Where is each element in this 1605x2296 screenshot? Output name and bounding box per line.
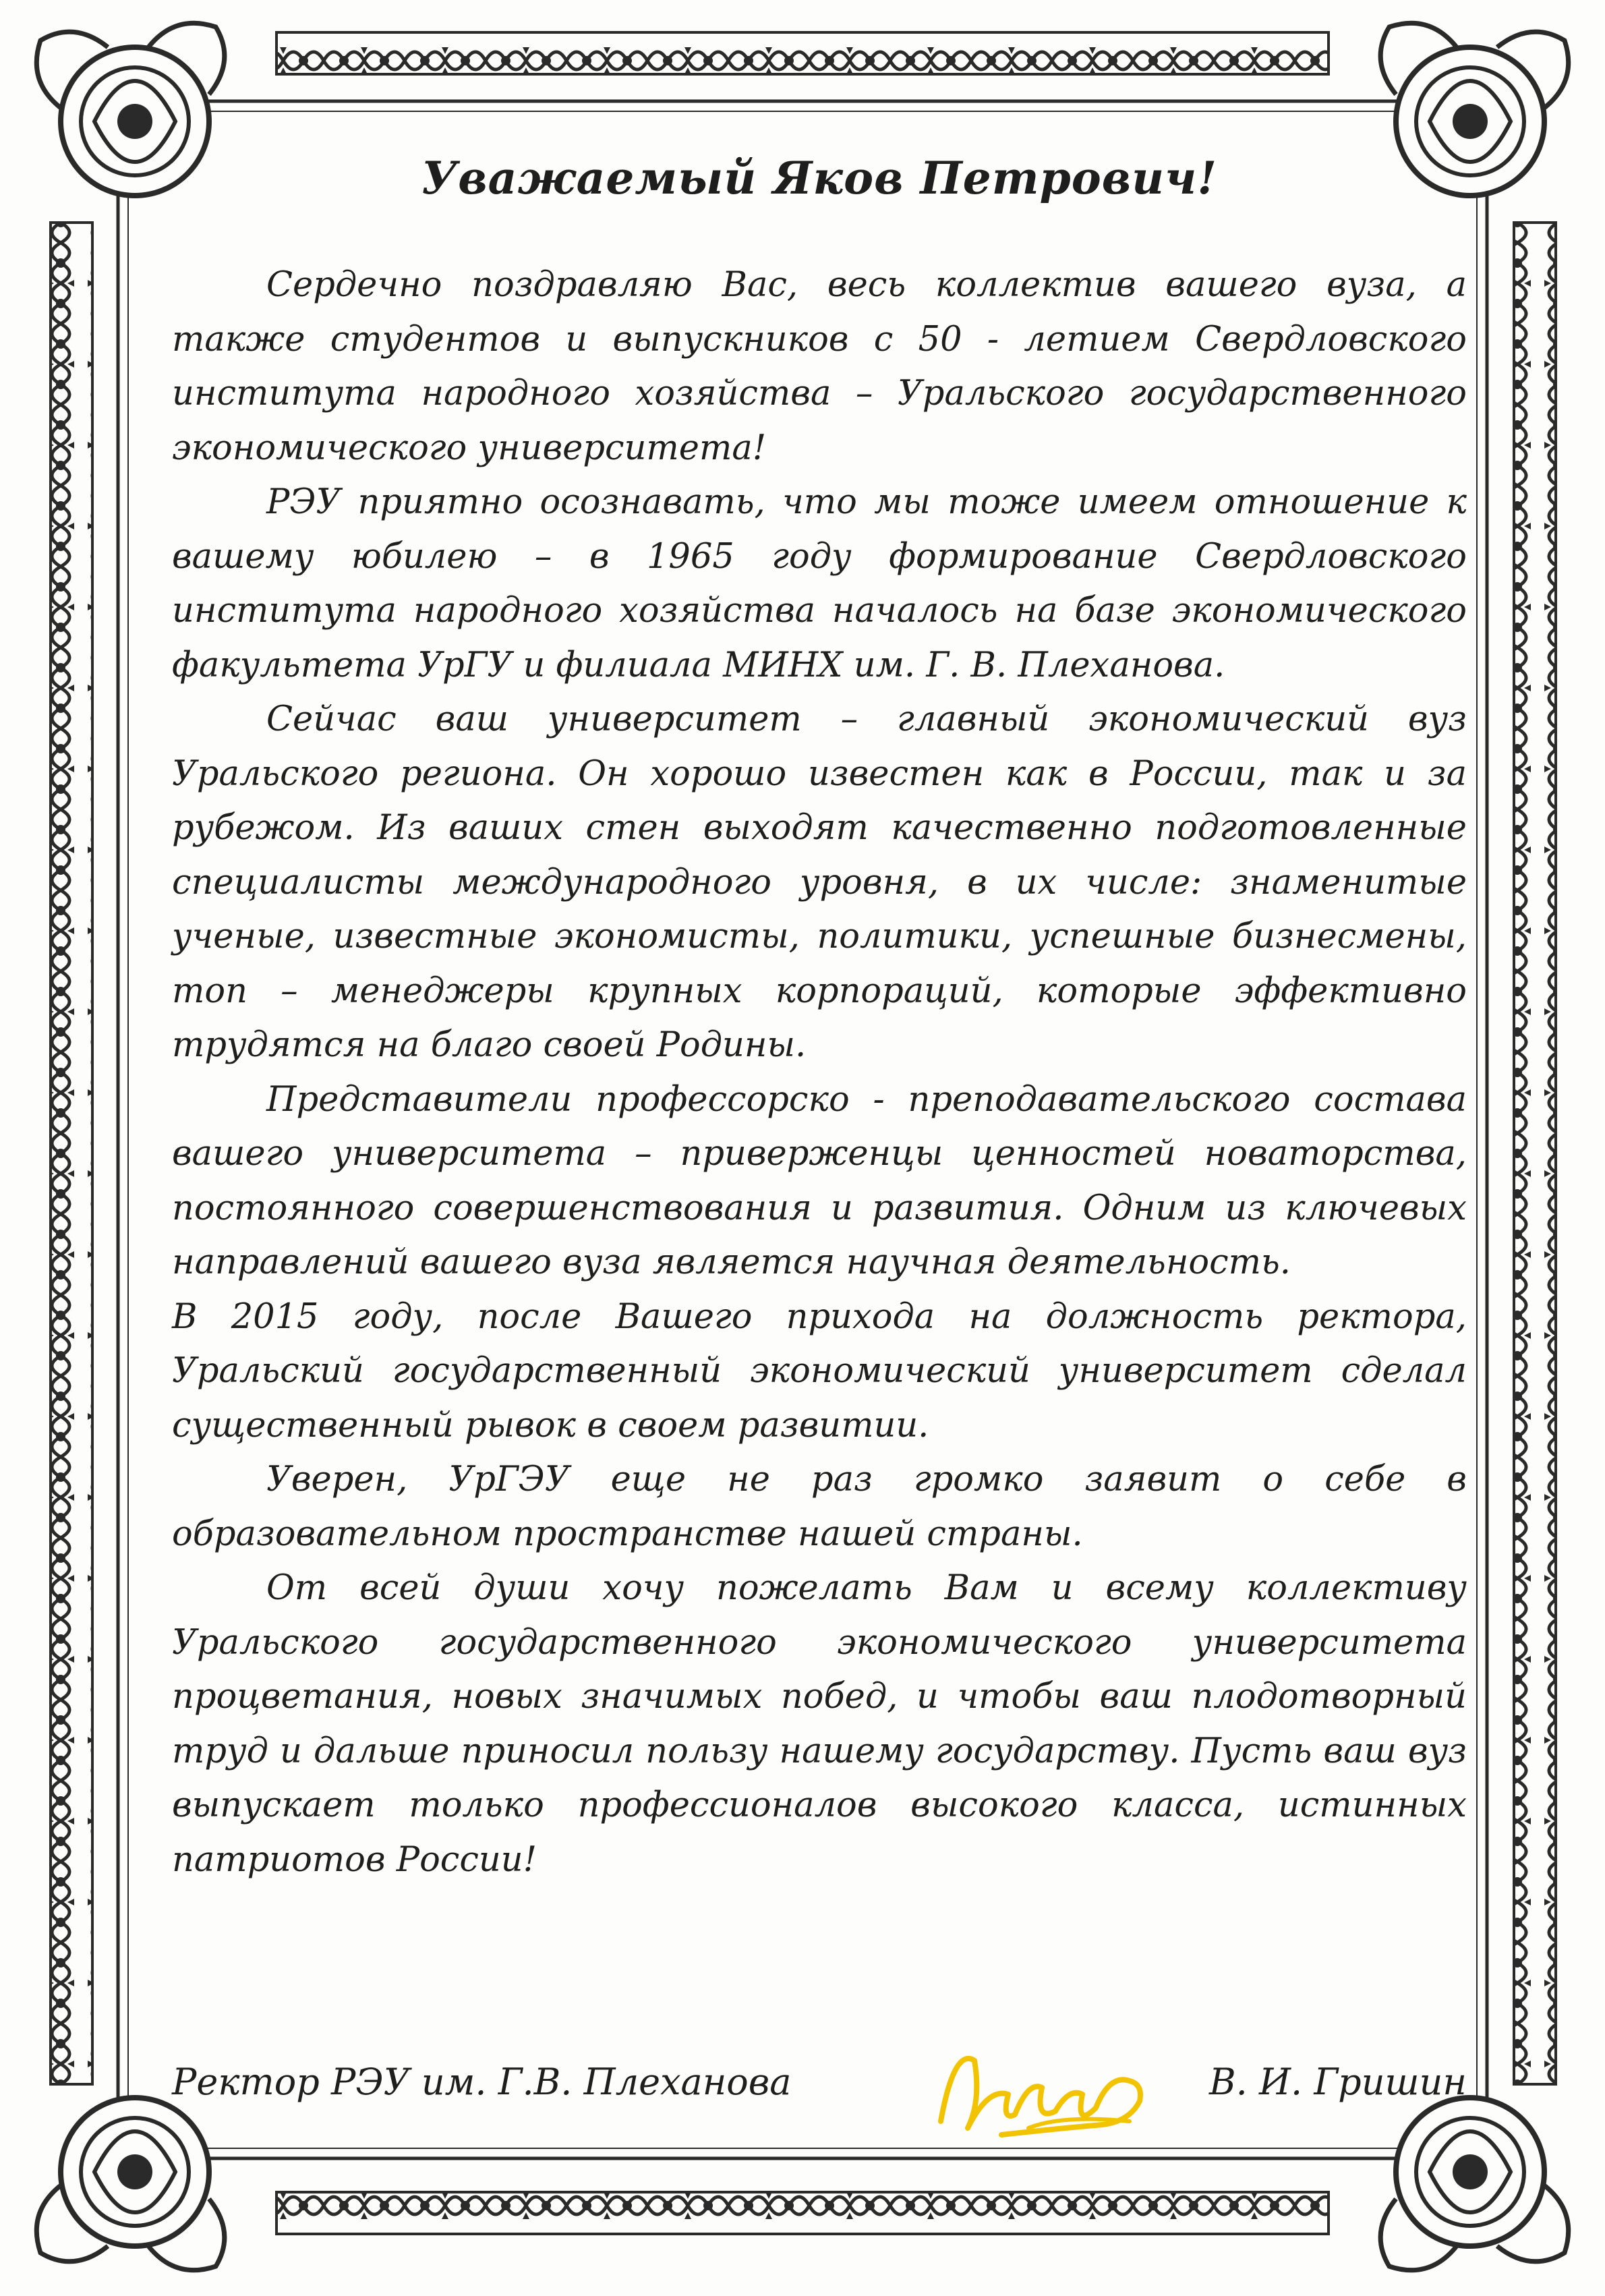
paragraph-wishes: От всей души хочу пожелать Вам и всему коллективу Уральского государственного экономического университета процветания, новых значимых побед, и чтобы ваш плодотворный труд и дальше приносил пользу нашему государству. Пусть ваш вуз выпускает только профессионалов высокого класса, истинных патриотов России! — [172, 1568, 1467, 1880]
paragraph-faculty: Представители профессорско - преподавательского состава вашего университета – приверженцы ценностей новаторства, постоянного совершенствования и развития. Одним из ключевых направлений вашего вуза является научная деятельность. — [172, 1079, 1467, 1282]
signer-title: Ректор РЭУ им. Г.В. Плеханова — [172, 2061, 792, 2103]
salutation: Уважаемый Яков Петрович! — [421, 152, 1218, 204]
paragraph-confidence: Уверен, УрГЭУ еще не раз громко заявит о себе в образовательном пространстве нашей страны. — [172, 1460, 1467, 1554]
paragraph-congratulation: Сердечно поздравляю Вас, весь коллектив вашего вуза, а также студентов и выпускников с 50 - летием Свердловского института народного хозяйства – Уральского государственного экономического университета! — [172, 265, 1467, 468]
paragraph-history: РЭУ приятно осознавать, что мы тоже имеем отношение к вашему юбилею – в 1965 году формирование Свердловского института народного хозяйства началось на базе экономического факультета УрГУ и филиала МИНХ им. Г. В. Плеханова. — [172, 482, 1467, 685]
paragraph-university: Сейчас ваш университет – главный экономический вуз Уральского региона. Он хорошо известен как в России, так и за рубежом. Из ваших стен выходят качественно подготовленные специалисты международного уровня, в их числе: знаменитые ученые, известные экономисты, политики, успешные бизнесмены, топ – менеджеры крупных корпораций, которые эффективно трудятся на благо своей Родины. — [172, 699, 1467, 1065]
signer-name: В. И. Гришин — [1208, 2061, 1467, 2103]
letter-body — [172, 152, 1467, 2103]
signature-block — [172, 2020, 1467, 2142]
handwritten-signature — [927, 2020, 1150, 2155]
paragraph-rector: В 2015 году, после Вашего прихода на должность ректора, Уральский государственный экономический университет сделал существенный рывок в своем развитии. — [172, 1296, 1467, 1445]
